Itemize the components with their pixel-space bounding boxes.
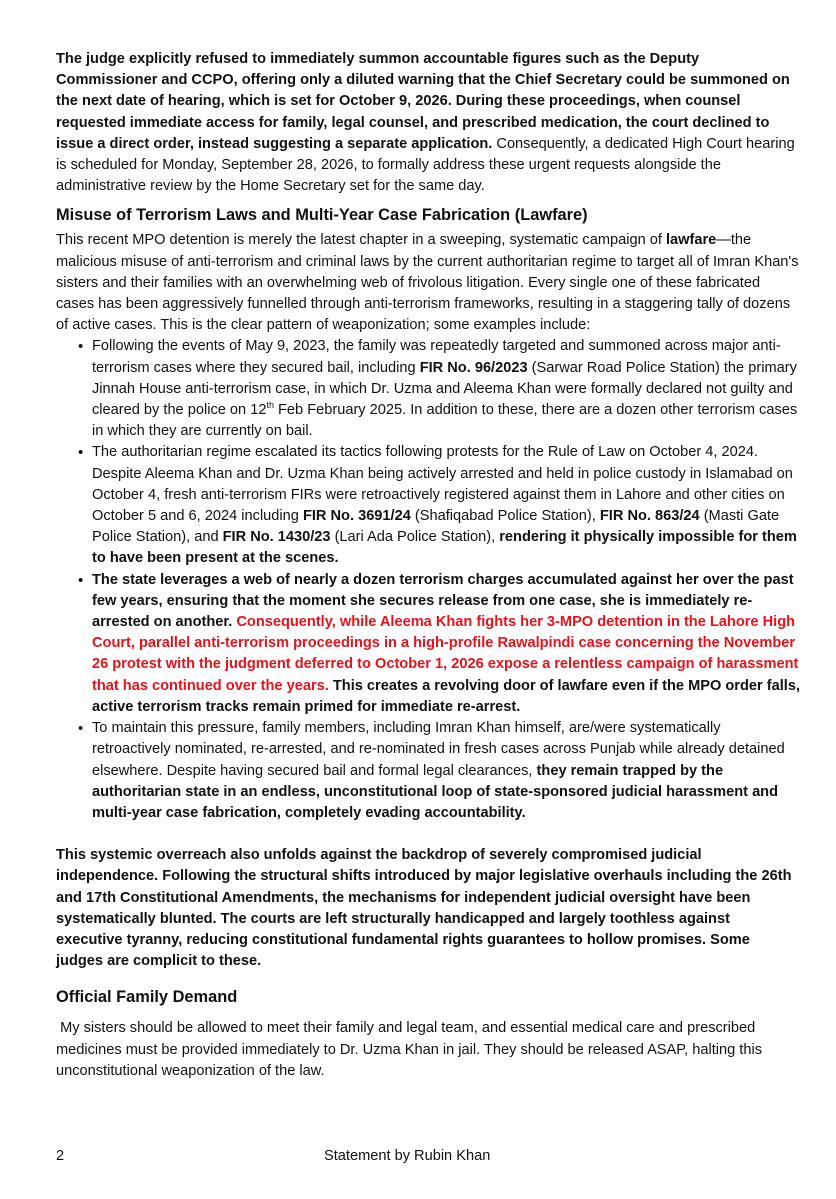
bold-text: The state leverages a web of nearly a dozen terrorism charges accumulated against her over the past few years, ensuring that the moment she secures release from one case, she is immediately re-arrested on another. (92, 571, 794, 631)
text: The authoritarian regime escalated its tactics following protests for the Rule of Law on October 4, 2024. Despite Aleema Khan and Dr. Uzma Khan being actively arrested and held in police custody in Islamabad on October 4, fresh anti-terrorism FIRs were retroactively registered against them in Lahore and other cities on October 5 and 6, 2024 including (92, 444, 793, 525)
list-item (56, 570, 800, 718)
bullet-list-examples (56, 336, 800, 824)
bold-text: lawfare (665, 232, 717, 249)
paragraph-family-demand: My sisters should be allowed to meet their family and legal team, and essential medical care and prescribed medicines must be provided immediately to Dr. Uzma Khan in jail. They should be released ASAP, halting this unconstitutional weaponization of the law. (56, 1020, 767, 1079)
paragraph-hearing-summary (56, 49, 800, 197)
text: (Masti Gate Police Station), and (92, 508, 780, 546)
section-heading-family-demand: Official Family Demand (56, 988, 238, 1007)
paragraph-lawfare-intro (56, 230, 800, 336)
list-item (56, 336, 800, 442)
text: To maintain this pressure, family members, including Imran Khan himself, are/were systematically retroactively nominated, re-arrested, and re-nominated in fresh cases across Punjab while already detained elsewhere. Despite having secured bail and formal legal clearances, (92, 720, 785, 779)
bold-text: FIR No. 1430/23 (222, 529, 331, 546)
list-item (56, 442, 800, 569)
bold-text: This creates a revolving door of lawfare even if the MPO order falls, active terrorism tracks remain primed for immediate re-arrest. (92, 677, 801, 715)
page-footer (56, 1146, 800, 1166)
bold-text: FIR No. 3691/24 (302, 508, 411, 525)
superscript: th (266, 400, 274, 411)
section-heading-lawfare: Misuse of Terrorism Laws and Multi-Year Case Fabrication (Lawfare) (56, 206, 588, 225)
bold-text: The judge explicitly refused to immediately summon accountable figures such as the Deputy Commissioner and CCPO, offering only a diluted warning that the Chief Secretary could be summoned on the next date of hearing, which is set for October 9, 2026. During these proceedings, when counsel requested immediate access for family, legal counsel, and prescribed medication, the court declined to issue a direct order, instead suggesting a separate application. (56, 51, 790, 152)
text: (Sarwar Road Police Station) the primary Jinnah House anti-terrorism case, in which Dr. Uzma and Aleema Khan were formally declared not guilty and cleared by the police on 12 (92, 359, 797, 419)
footer-title: Statement by Rubin Khan (324, 1148, 491, 1164)
text: (Shafiqabad Police Station), (410, 508, 600, 525)
paragraph-judicial-independence (56, 845, 800, 972)
bold-text: rendering it physically impossible for them to have been present at the scenes. (92, 529, 797, 567)
text: Feb February 2025. In addition to these, there are a dozen other terrorism cases in which they are currently on bail. (92, 402, 798, 440)
text: This recent MPO detention is merely the latest chapter in a sweeping, systematic campaign of (56, 232, 666, 249)
text: —the malicious misuse of anti-terrorism and criminal laws by the current authoritarian regime to target all of Imran Khan's sisters and their families with an overwhelming web of frivolous litigation. Every single one of these fabricated cases has been aggressively funnelled through anti-terrorism frameworks, resulting in a staggering tally of dozens of active cases. This is the clear pattern of weaponization; some examples include: (56, 232, 799, 334)
bold-text: they remain trapped by the authoritarian state in an endless, unconstitutional loop of state-sponsored judicial harassment and multi-year case fabrication, completely evading accountability. (92, 762, 779, 821)
page-number: 2 (56, 1148, 65, 1164)
bold-text: FIR No. 863/24 (599, 508, 700, 525)
highlighted-red-text: Consequently, while Aleema Khan fights her 3-MPO detention in the Lahore High Court, parallel anti-terrorism proceedings in a high-profile Rawalpindi case concerning the November 26 protest with the judgment deferred to October 1, 2026 expose a relentless campaign of harassment that has continued over the years. (92, 614, 799, 694)
text: Following the events of May 9, 2023, the family was repeatedly targeted and summoned across major anti-terrorism cases where they secured bail, including (92, 338, 781, 376)
bold-text: FIR No. 96/2023 (419, 359, 528, 376)
bold-text: This systemic overreach also unfolds against the backdrop of severely compromised judicial independence. Following the structural shifts introduced by major legislative overhauls including the 26th and 17th Constitutional Amendments, the mechanisms for independent judicial oversight have been systematically blunted. The courts are left structurally handicapped and largely toothless against executive tyranny, reducing constitutional fundamental rights guarantees to hollow promises. Some judges are complicit to these. (56, 847, 792, 970)
text: (Lari Ada Police Station), (330, 529, 500, 546)
spacer (56, 824, 800, 845)
list-item (56, 718, 800, 824)
text: Consequently, a dedicated High Court hearing is scheduled for Monday, September 28, 2026, to formally address these urgent requests alongside the administrative review by the Home Secretary set for the same day. (56, 135, 795, 195)
